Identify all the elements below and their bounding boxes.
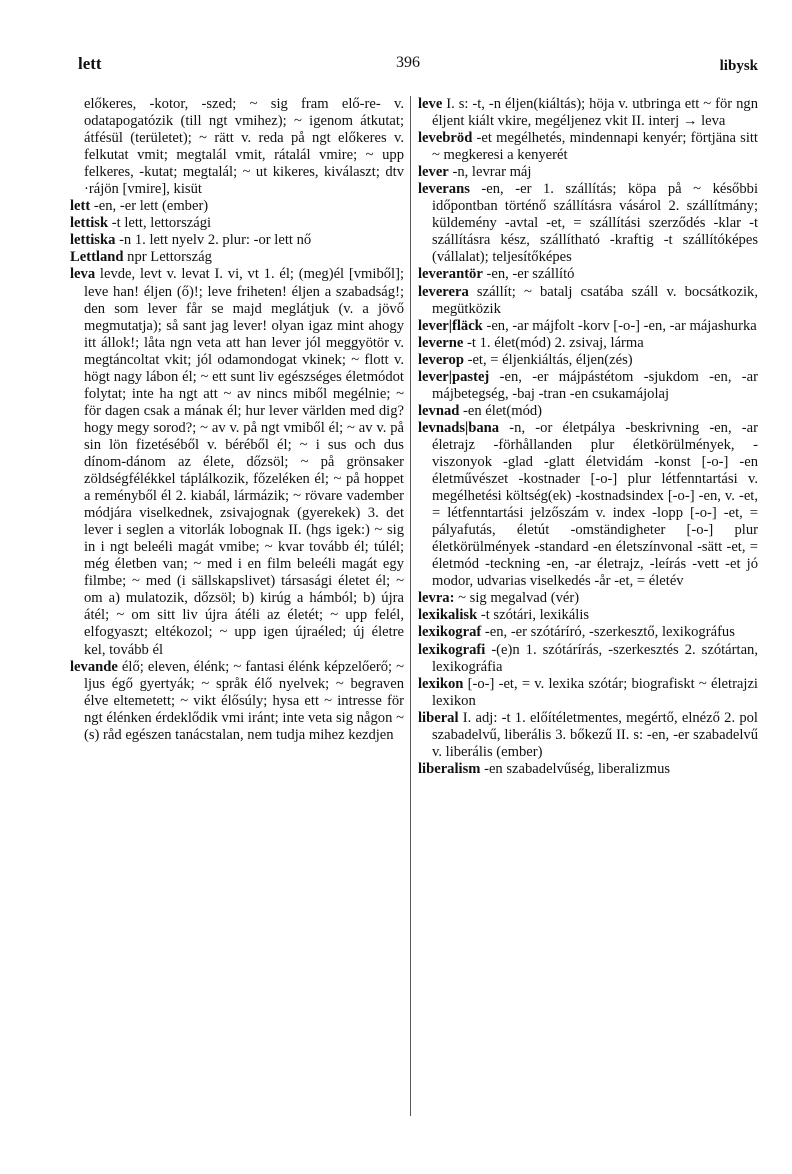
entry-headword: leva <box>70 266 96 283</box>
entry-text: -en, -er szállító <box>486 266 575 283</box>
entry-text: élő; eleven, élénk; ~ fantasi élénk képzelőerő; ~ ljus égő gyertyák; ~ språk élő nyelvek; ~ begraven élve eltemetett; ~ vikt élősúly; hysa ett ~ intresse för ngt élénken érdeklődik vmi iránt; inte veta sig någon ~(s) råd egészen tanácstalan, nem tudja mihez kezdjen <box>84 658 405 743</box>
dictionary-entry <box>418 403 758 420</box>
dictionary-entry <box>418 335 758 352</box>
dictionary-entry <box>418 352 758 369</box>
entry-headword: lett <box>70 198 91 215</box>
entry-headword: lettiska <box>70 232 116 249</box>
entry-text: -et megélhetés, mindennapi kenyér; förtjäna sitt ~ megkeresi a kenyerét <box>432 130 758 164</box>
dictionary-entry <box>418 607 758 624</box>
dictionary-entry <box>70 266 404 658</box>
dictionary-entry <box>418 624 758 641</box>
dictionary-entry <box>418 676 758 710</box>
dictionary-entry <box>70 232 404 249</box>
entry-headword: liberalism <box>418 760 481 777</box>
dictionary-entry <box>418 710 758 761</box>
entry-text: [-o-] -et, = v. lexika szótár; biografiskt ~ életrajzi lexikon <box>432 675 758 709</box>
entry-headword: lexikografi <box>418 641 486 658</box>
dictionary-entry <box>418 318 758 335</box>
entry-headword: levande <box>70 658 118 675</box>
entry-headword: levebröd <box>418 130 473 147</box>
left-running-headword: lett <box>78 54 102 73</box>
dictionary-entry <box>418 420 758 590</box>
entry-headword: leverop <box>418 351 464 368</box>
entry-headword: lexikalisk <box>418 607 478 624</box>
entry-text: -n, -or életpálya -beskrivning -en, -ar életrajz -förhållanden plur életkörülmények, -viszonyok -glad -glatt életvidám -konst [-o-] -en életművészet -kostnader [-o-] plur létfenntartási v. megélhetési költség(ek) -kostnadsindex [-o-] -en, v. -et, = létfenntartási jelzőszám v. index -lopp [-o-] -et, = pályafutás, életút -omständigheter [-o-] plur életkörülmények -standard -en életszínvonal -sätt -et, = életmód -teckning -en, -ar életrajz, -leírás -vett -et jó modor, udvarias viselkedés -år -et, = életév <box>432 419 758 590</box>
entry-headword: lexikograf <box>418 624 482 641</box>
dictionary-entry <box>70 96 404 198</box>
entry-text: -en, -er 1. szállítás; köpa på ~ későbbi időpontban történő szállításra vásárol 2. szállítmány; küldemény -avtal -et, = szállítási szerződés -klar -t szállításra kész, szállítható -kraftig -t szállítóképes (vállalat); teljesítőképes <box>432 181 758 266</box>
dictionary-entry <box>418 642 758 676</box>
right-column <box>418 96 758 778</box>
dictionary-entry <box>418 266 758 283</box>
entry-text: -t 1. élet(mód) 2. zsivaj, lárma <box>467 334 644 351</box>
dictionary-entry <box>418 590 758 607</box>
entry-text: -en, -er májpástétom -sjukdom -en, -ar májbetegség, -baj -tran -en csukamájolaj <box>432 368 758 402</box>
entry-text: -en, -er lett (ember) <box>93 198 209 215</box>
entry-text: -(e)n 1. szótárírás, -szerkesztés 2. szótártan, lexikográfia <box>432 641 758 675</box>
entry-text: I. adj: -t 1. előítéletmentes, megértő, elnéző 2. pol szabadelvű, liberális 3. bőkezű II. s: -en, -er szabadelvű v. liberális (ember) <box>432 709 758 760</box>
dictionary-entry <box>418 284 758 318</box>
dictionary-entry <box>418 164 758 181</box>
entry-headword: leverera <box>418 283 469 300</box>
entry-headword: levra: <box>418 590 455 607</box>
entry-headword: leverantör <box>418 266 483 283</box>
dictionary-entry <box>70 249 404 266</box>
left-column <box>70 96 404 744</box>
entry-text: I. s: -t, -n éljen(kiáltás); höja v. utbringa ett ~ för ngn éljent kiált vkire, megéljenez vkit II. interj → leva <box>432 96 758 130</box>
entry-headword: lever <box>418 164 449 181</box>
entry-text: -en szabadelvűség, liberalizmus <box>484 760 671 777</box>
entry-headword: levnads|bana <box>418 419 500 436</box>
entry-text: -en, -er szótáríró, -szerkesztő, lexikográfus <box>484 624 735 641</box>
entry-text: -en, -ar májfolt -korv [-o-] -en, -ar májashurka <box>486 317 757 334</box>
entry-text: -t szótári, lexikális <box>480 607 590 624</box>
entry-headword: lever|fläck <box>418 317 483 334</box>
right-running-headword: libysk <box>719 58 758 74</box>
column-divider <box>410 96 411 1116</box>
entry-headword: liberal <box>418 709 459 726</box>
entry-headword: leverne <box>418 334 464 351</box>
page-header <box>78 54 758 76</box>
dictionary-entry <box>70 198 404 215</box>
dictionary-entry <box>70 659 404 744</box>
entry-headword: lettisk <box>70 215 109 232</box>
entry-text: -et, = éljenkiáltás, éljen(zés) <box>467 351 633 368</box>
dictionary-entry <box>418 761 758 778</box>
dictionary-entry <box>418 130 758 164</box>
entry-text: levde, levt v. levat I. vi, vt 1. él; (meg)él [vmiből]; leve han! éljen (ő)!; leve friheten! éljen a szabadság!; den som lever får se majd meglátjuk (v. a jövő megmutatja); så sant jag lever! olyan igaz mint ahogy itt állok!; låta ngn veta att han lever jól meggyötör v. megtáncoltat vkit; jól odamondogat vkinek; ~ flott v. högt nagy lábon él; ~ ett sunt liv egészséges életmódot folytat; inte ha ngt att ~ av nincs miből megélnie; ~ för dagen csak a mának él; hur lever världen med dig? hogy megy sorod?; ~ av v. på ngt vmiből él; ~ av v. på sin lön fizetéséből v. béréből él; ~ i sus och dus dínom-dánom az élete, dőzsöl; ~ på grönsaker zöldségfélékkel táplálkozik, főzeléken él; ~ på hoppet a reményből él 2. kiabál, lármázik; ~ rövare vadember módjára viselkednek, zsivajognak (gyerekek) 3. det lever i seglen a vitorlák lobognak II. (hgs igek:) ~ sig in i ngt beleéli magát vmibe; ~ kvar tovább él; túlél; még életben van; ~ med i en film beleéli magát egy filmbe; ~ med (i sällskapslivet) társasági életet él; ~ om a) mulatozik, dőzsöl; b) kirúg a hámból; b) újra átél; ~ om sitt liv újra átéli az életét; ~ upp felél, elfogyaszt; eltékozol; ~ upp igen újraéled; új életre kel, tovább él <box>84 266 405 658</box>
entry-text: npr Lettország <box>127 249 212 266</box>
entry-text: szállít; ~ batalj csatába száll v. bocsátkozik, megütközik <box>432 283 758 317</box>
entry-headword: leverans <box>418 181 470 198</box>
entry-text: -n 1. lett nyelv 2. plur: -or lett nő <box>119 232 312 249</box>
dictionary-entry <box>418 181 758 266</box>
dictionary-entry <box>418 96 758 130</box>
entry-text: ~ sig megalvad (vér) <box>458 590 580 607</box>
entry-headword: levnad <box>418 402 460 419</box>
entry-text: -en élet(mód) <box>463 402 543 419</box>
entry-headword: Lettland <box>70 249 124 266</box>
entry-headword: leve <box>418 96 443 112</box>
dictionary-entry <box>418 369 758 403</box>
entry-headword: lexikon <box>418 675 464 692</box>
entry-headword: lever|pastej <box>418 368 490 385</box>
entry-text: előkeres, -kotor, -szed; ~ sig fram elő-re- v. odatapogatózik (till ngt vmihez); ~ igenom átkutat; átfésül (területet); ~ rätt v. reda på ngt előkeres v. felkutat vmit; megtalál vmit, rátalál vmire; ~ upp felkeres, -kutat; megtalál; ~ ut kikeres, kiválaszt; dtv ·rájön [vmire], kisüt <box>84 96 404 198</box>
entry-text: -t lett, lettországi <box>111 215 212 232</box>
entry-text: -n, levrar máj <box>452 164 532 181</box>
page-number: 396 <box>396 54 420 71</box>
dictionary-entry <box>70 215 404 232</box>
